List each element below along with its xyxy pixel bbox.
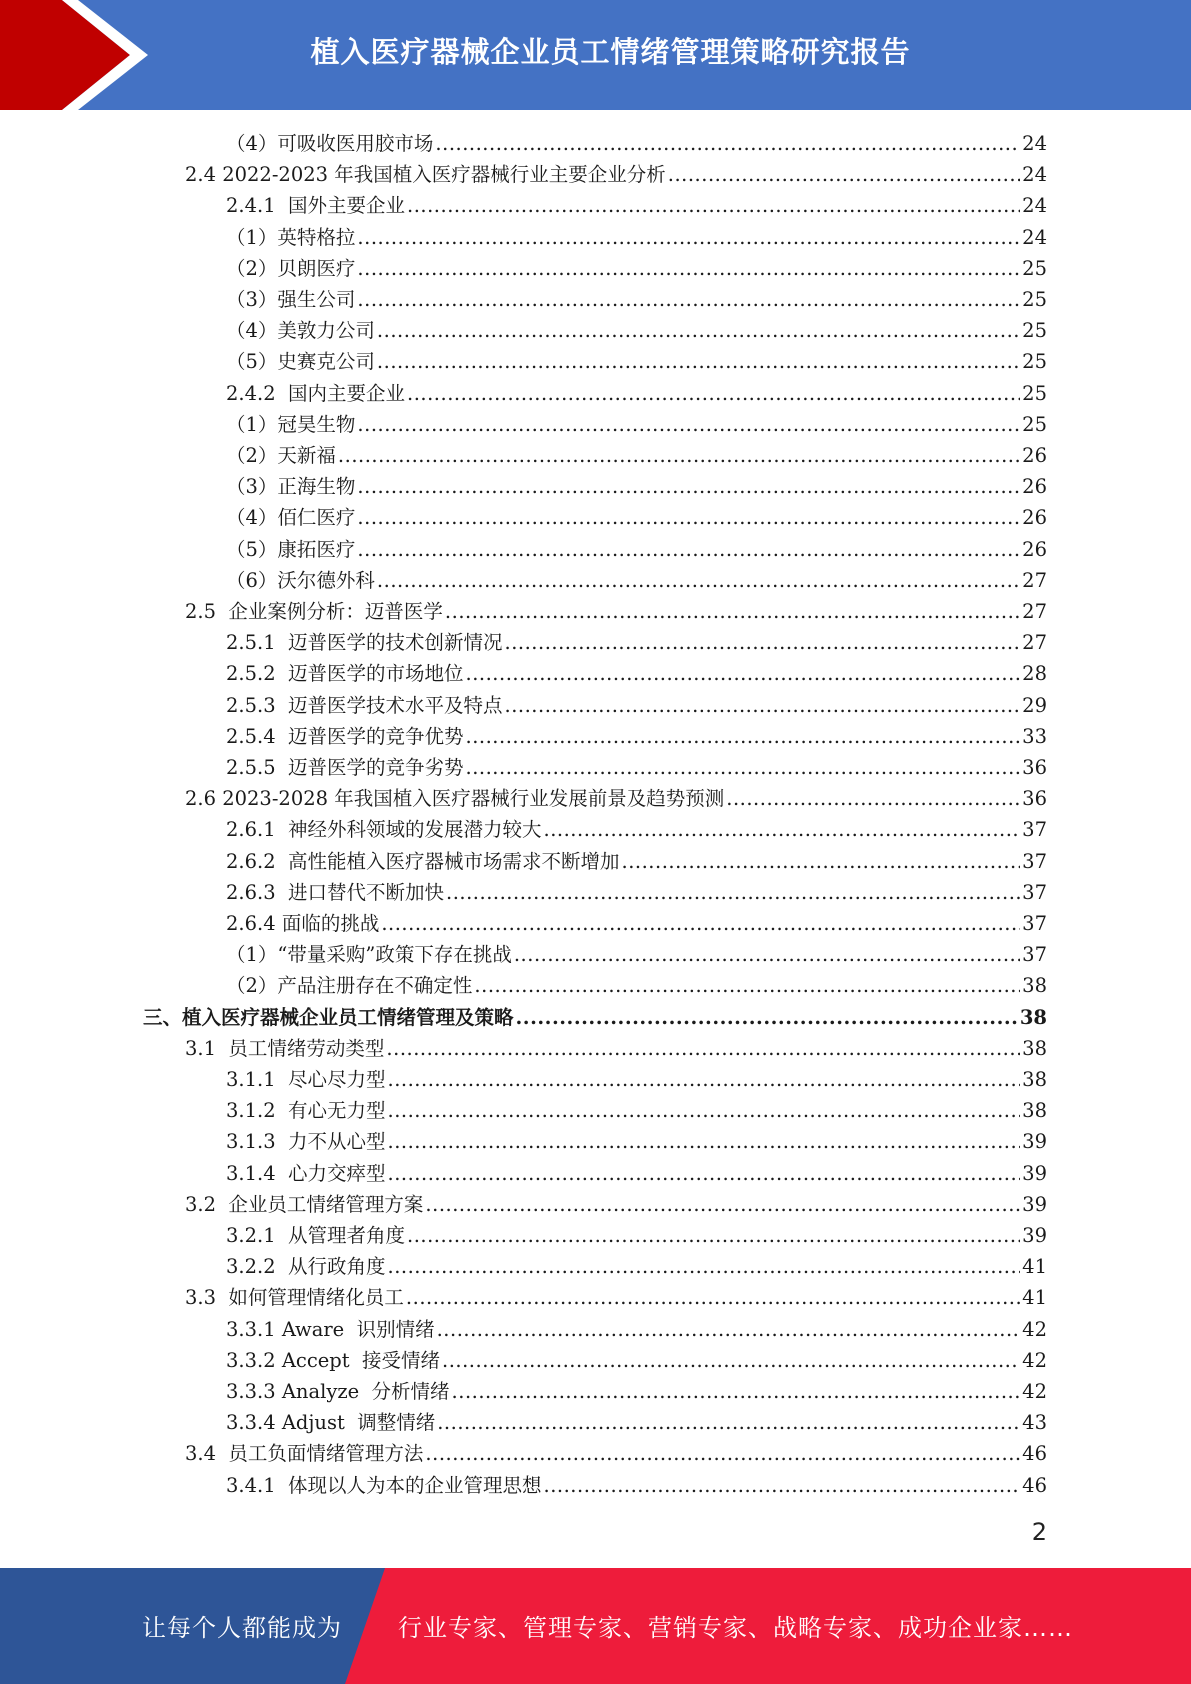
toc-entry-label: 3.3.3 Analyze 分析情绪 xyxy=(226,1380,450,1403)
toc-entry-page: 29 xyxy=(1022,693,1047,717)
toc-entry[interactable] xyxy=(226,846,1047,877)
toc-entry-page: 42 xyxy=(1022,1317,1047,1341)
toc-dot-leader xyxy=(425,1189,1020,1220)
toc-entry-page: 41 xyxy=(1022,1255,1047,1279)
toc-dot-leader xyxy=(544,1470,1021,1501)
toc-entry-label: 2.5.4 迈普医学的竞争优势 xyxy=(226,724,464,748)
toc-entry-page: 37 xyxy=(1022,943,1047,967)
toc-entry[interactable] xyxy=(226,1407,1047,1438)
toc-dot-leader xyxy=(407,190,1020,221)
toc-dot-leader xyxy=(406,1282,1020,1313)
toc-entry[interactable] xyxy=(226,721,1047,752)
toc-entry[interactable] xyxy=(226,346,1047,377)
toc-entry[interactable] xyxy=(226,627,1047,658)
toc-dot-leader xyxy=(377,346,1020,377)
toc-dot-leader xyxy=(435,128,1020,159)
toc-entry-label: （2）天新福 xyxy=(226,444,336,467)
toc-entry-page: 26 xyxy=(1022,475,1047,499)
toc-entry-label: 2.4.1 国外主要企业 xyxy=(226,194,406,218)
toc-entry-page: 36 xyxy=(1022,787,1047,811)
toc-dot-leader xyxy=(407,378,1020,409)
toc-dot-leader xyxy=(437,1314,1021,1345)
toc-dot-leader xyxy=(388,1064,1021,1095)
toc-entry[interactable] xyxy=(226,128,1047,159)
toc-entry[interactable] xyxy=(226,1220,1047,1251)
toc-entry-label: 2.5 企业案例分析：迈普医学 xyxy=(185,600,443,623)
toc-entry-page: 24 xyxy=(1022,163,1047,187)
toc-entry[interactable] xyxy=(226,315,1047,346)
toc-dot-leader xyxy=(407,1220,1020,1251)
toc-entry[interactable] xyxy=(226,565,1047,596)
toc-entry-page: 37 xyxy=(1022,849,1047,873)
toc-entry-page: 42 xyxy=(1022,1348,1047,1372)
toc-entry-page: 26 xyxy=(1022,444,1047,467)
toc-entry-page: 38 xyxy=(1022,1068,1047,1091)
toc-entry-label: 3.4 员工负面情绪管理方法 xyxy=(185,1442,424,1466)
toc-dot-leader xyxy=(357,409,1020,440)
footer-slogan-right: 行业专家、管理专家、营销专家、战略专家、成功企业家…… xyxy=(398,1614,1073,1642)
toc-dot-leader xyxy=(377,315,1020,346)
toc-dot-leader xyxy=(668,159,1020,190)
toc-entry-page: 39 xyxy=(1022,1130,1047,1154)
toc-entry-label: 2.4 2022-2023 年我国植入医疗器械行业主要企业分析 xyxy=(185,163,666,187)
toc-entry-label: 2.5.3 迈普医学技术水平及特点 xyxy=(226,693,503,717)
toc-entry-label: 2.5.1 迈普医学的技术创新情况 xyxy=(226,631,503,655)
toc-dot-leader xyxy=(445,596,1020,627)
toc-entry-label: 3.1.3 力不从心型 xyxy=(226,1130,386,1154)
toc-entry[interactable] xyxy=(226,877,1047,908)
toc-dot-leader xyxy=(622,846,1021,877)
toc-entry[interactable] xyxy=(226,222,1047,253)
toc-entry-label: 2.6.4 面临的挑战 xyxy=(226,912,380,935)
toc-entry-page: 38 xyxy=(1022,1036,1047,1060)
toc-entry-label: （6）沃尔德外科 xyxy=(226,568,375,592)
toc-dot-leader xyxy=(446,877,1020,908)
toc-entry-label: （5）史赛克公司 xyxy=(226,350,375,374)
toc-entry[interactable] xyxy=(226,284,1047,315)
toc-dot-leader xyxy=(357,534,1020,565)
toc-entry-page: 26 xyxy=(1022,537,1047,561)
footer-slogan-left: 让每个人都能成为 xyxy=(142,1614,342,1642)
toc-entry-label: 3.2.2 从行政角度 xyxy=(226,1255,386,1279)
toc-entry-page: 24 xyxy=(1022,194,1047,218)
toc-entry-label: （1）“带量采购”政策下存在挑战 xyxy=(226,943,512,967)
toc-entry[interactable] xyxy=(143,1002,1047,1033)
toc-dot-leader xyxy=(357,222,1020,253)
toc-entry-label: （2）产品注册存在不确定性 xyxy=(226,974,473,998)
toc-dot-leader xyxy=(437,1407,1020,1438)
toc-dot-leader xyxy=(544,814,1021,845)
toc-entry[interactable] xyxy=(226,378,1047,409)
toc-entry[interactable] xyxy=(226,440,1047,471)
toc-entry[interactable] xyxy=(226,814,1047,845)
toc-entry-label: 2.6 2023-2028 年我国植入医疗器械行业发展前景及趋势预测 xyxy=(185,787,725,811)
toc-entry-label: 2.6.1 神经外科领域的发展潜力较大 xyxy=(226,818,542,842)
toc-entry-label: （1）英特格拉 xyxy=(226,225,356,249)
toc-entry[interactable] xyxy=(226,1314,1047,1345)
toc-entry[interactable] xyxy=(185,1033,1047,1064)
toc-entry[interactable] xyxy=(226,970,1047,1001)
toc-entry-label: 3.4.1 体现以人为本的企业管理思想 xyxy=(226,1473,542,1497)
toc-entry[interactable] xyxy=(226,1470,1047,1501)
toc-entry-page: 41 xyxy=(1022,1286,1047,1310)
toc-dot-leader xyxy=(726,783,1020,814)
toc-dot-leader xyxy=(388,1095,1021,1126)
report-title: 植入医疗器械企业员工情绪管理策略研究报告 xyxy=(310,35,911,69)
toc-entry[interactable] xyxy=(185,783,1047,814)
toc-entry-page: 43 xyxy=(1022,1411,1047,1435)
toc-entry[interactable] xyxy=(185,1189,1047,1220)
toc-entry[interactable] xyxy=(185,159,1047,190)
toc-entry-page: 38 xyxy=(1022,1099,1047,1123)
toc-entry-label: 2.5.2 迈普医学的市场地位 xyxy=(226,662,464,686)
toc-entry-page: 27 xyxy=(1022,631,1047,655)
toc-dot-leader xyxy=(357,502,1020,533)
toc-entry[interactable] xyxy=(226,1345,1047,1376)
toc-entry[interactable] xyxy=(226,471,1047,502)
toc-entry-page: 46 xyxy=(1022,1442,1047,1466)
toc-entry-page: 25 xyxy=(1022,288,1047,311)
toc-dot-leader xyxy=(388,1251,1021,1282)
toc-entry[interactable] xyxy=(226,690,1047,721)
toc-entry-page: 27 xyxy=(1022,600,1047,623)
toc-entry[interactable] xyxy=(226,1251,1047,1282)
toc-dot-leader xyxy=(466,721,1021,752)
toc-dot-leader xyxy=(381,908,1020,939)
toc-entry-page: 25 xyxy=(1022,412,1047,436)
toc-entry-label: 3.1.4 心力交瘁型 xyxy=(226,1161,386,1185)
toc-dot-leader xyxy=(386,1033,1020,1064)
toc-entry[interactable] xyxy=(226,253,1047,284)
toc-entry[interactable] xyxy=(226,1126,1047,1157)
toc-entry-label: 2.5.5 迈普医学的竞争劣势 xyxy=(226,756,464,779)
toc-entry[interactable] xyxy=(226,752,1047,783)
toc-dot-leader xyxy=(452,1376,1021,1407)
toc-entry-page: 38 xyxy=(1022,974,1047,998)
toc-entry-page: 39 xyxy=(1022,1192,1047,1216)
toc-entry-page: 24 xyxy=(1022,132,1047,155)
toc-dot-leader xyxy=(516,1002,1018,1033)
toc-dot-leader xyxy=(466,752,1021,783)
toc-entry-label: （4）美敦力公司 xyxy=(226,319,375,343)
toc-entry-label: 3.1 员工情绪劳动类型 xyxy=(185,1036,385,1060)
toc-entry[interactable] xyxy=(185,1282,1047,1313)
toc-entry-page: 37 xyxy=(1022,880,1047,904)
toc-entry[interactable] xyxy=(226,1158,1047,1189)
toc-entry-page: 39 xyxy=(1022,1161,1047,1185)
page-header xyxy=(0,0,1191,110)
toc-entry[interactable] xyxy=(226,409,1047,440)
page-footer xyxy=(0,1568,1191,1684)
toc-entry-page: 25 xyxy=(1022,256,1047,280)
toc-entry-page: 27 xyxy=(1022,568,1047,592)
toc-entry-label: 3.3.2 Accept 接受情绪 xyxy=(226,1348,440,1372)
toc-entry-page: 37 xyxy=(1022,912,1047,935)
toc-dot-leader xyxy=(357,471,1020,502)
toc-entry-page: 33 xyxy=(1022,724,1047,748)
toc-entry-page: 39 xyxy=(1022,1224,1047,1247)
toc-entry[interactable] xyxy=(185,1438,1047,1469)
toc-entry[interactable] xyxy=(226,190,1047,221)
toc-dot-leader xyxy=(357,284,1020,315)
toc-entry-label: （1）冠昊生物 xyxy=(226,412,356,436)
toc-entry-label: 2.4.2 国内主要企业 xyxy=(226,381,406,405)
toc-entry[interactable] xyxy=(226,1095,1047,1126)
toc-dot-leader xyxy=(388,1126,1021,1157)
toc-entry-label: （5）康拓医疗 xyxy=(226,537,356,561)
toc-dot-leader xyxy=(505,627,1021,658)
toc-entry-label: （4）佰仁医疗 xyxy=(226,506,356,530)
toc-entry-label: （4）可吸收医用胶市场 xyxy=(226,132,434,155)
toc-entry-page: 25 xyxy=(1022,350,1047,374)
toc-entry-label: 3.2.1 从管理者角度 xyxy=(226,1224,406,1247)
toc-dot-leader xyxy=(474,970,1020,1001)
toc-entry-label: （2）贝朗医疗 xyxy=(226,256,356,280)
toc-entry[interactable] xyxy=(226,502,1047,533)
toc-dot-leader xyxy=(357,253,1020,284)
toc-entry-page: 25 xyxy=(1022,319,1047,343)
toc-entry[interactable] xyxy=(226,534,1047,565)
toc-entry-page: 28 xyxy=(1022,662,1047,686)
toc-dot-leader xyxy=(388,1158,1021,1189)
toc-entry[interactable] xyxy=(185,596,1047,627)
toc-dot-leader xyxy=(514,939,1020,970)
toc-entry-label: （3）正海生物 xyxy=(226,475,356,499)
toc-entry-label: 3.1.1 尽心尽力型 xyxy=(226,1068,386,1091)
toc-entry-page: 38 xyxy=(1019,1005,1047,1029)
toc-dot-leader xyxy=(442,1345,1020,1376)
toc-entry[interactable] xyxy=(226,939,1047,970)
toc-dot-leader xyxy=(377,565,1020,596)
toc-entry[interactable] xyxy=(226,908,1047,939)
toc-entry-page: 25 xyxy=(1022,381,1047,405)
toc-entry-label: 3.3.4 Adjust 调整情绪 xyxy=(226,1411,436,1435)
toc-entry-page: 42 xyxy=(1022,1380,1047,1403)
toc-entry-label: 2.6.3 进口替代不断加快 xyxy=(226,880,445,904)
toc-entry-page: 37 xyxy=(1022,818,1047,842)
toc-entry-label: 2.6.2 高性能植入医疗器械市场需求不断增加 xyxy=(226,849,620,873)
page-number: 2 xyxy=(1031,1518,1047,1546)
toc-dot-leader xyxy=(505,690,1021,721)
toc-entry-label: 3.2 企业员工情绪管理方案 xyxy=(185,1192,424,1216)
toc-entry[interactable] xyxy=(226,1376,1047,1407)
toc-entry-page: 26 xyxy=(1022,506,1047,530)
toc-entry-page: 46 xyxy=(1022,1473,1047,1497)
toc-entry[interactable] xyxy=(226,1064,1047,1095)
toc-entry-label: 3.1.2 有心无力型 xyxy=(226,1099,386,1123)
toc-entry-label: 三、植入医疗器械企业员工情绪管理及策略 xyxy=(143,1005,514,1029)
toc-dot-leader xyxy=(425,1438,1020,1469)
toc-entry[interactable] xyxy=(226,658,1047,689)
toc-entry-label: （3）强生公司 xyxy=(226,288,356,311)
toc-dot-leader xyxy=(466,658,1021,689)
toc-entry-page: 24 xyxy=(1022,225,1047,249)
toc-dot-leader xyxy=(338,440,1020,471)
toc-entry-label: 3.3 如何管理情绪化员工 xyxy=(185,1286,404,1310)
toc-entry-label: 3.3.1 Aware 识别情绪 xyxy=(226,1317,435,1341)
toc-entry-page: 36 xyxy=(1022,756,1047,779)
